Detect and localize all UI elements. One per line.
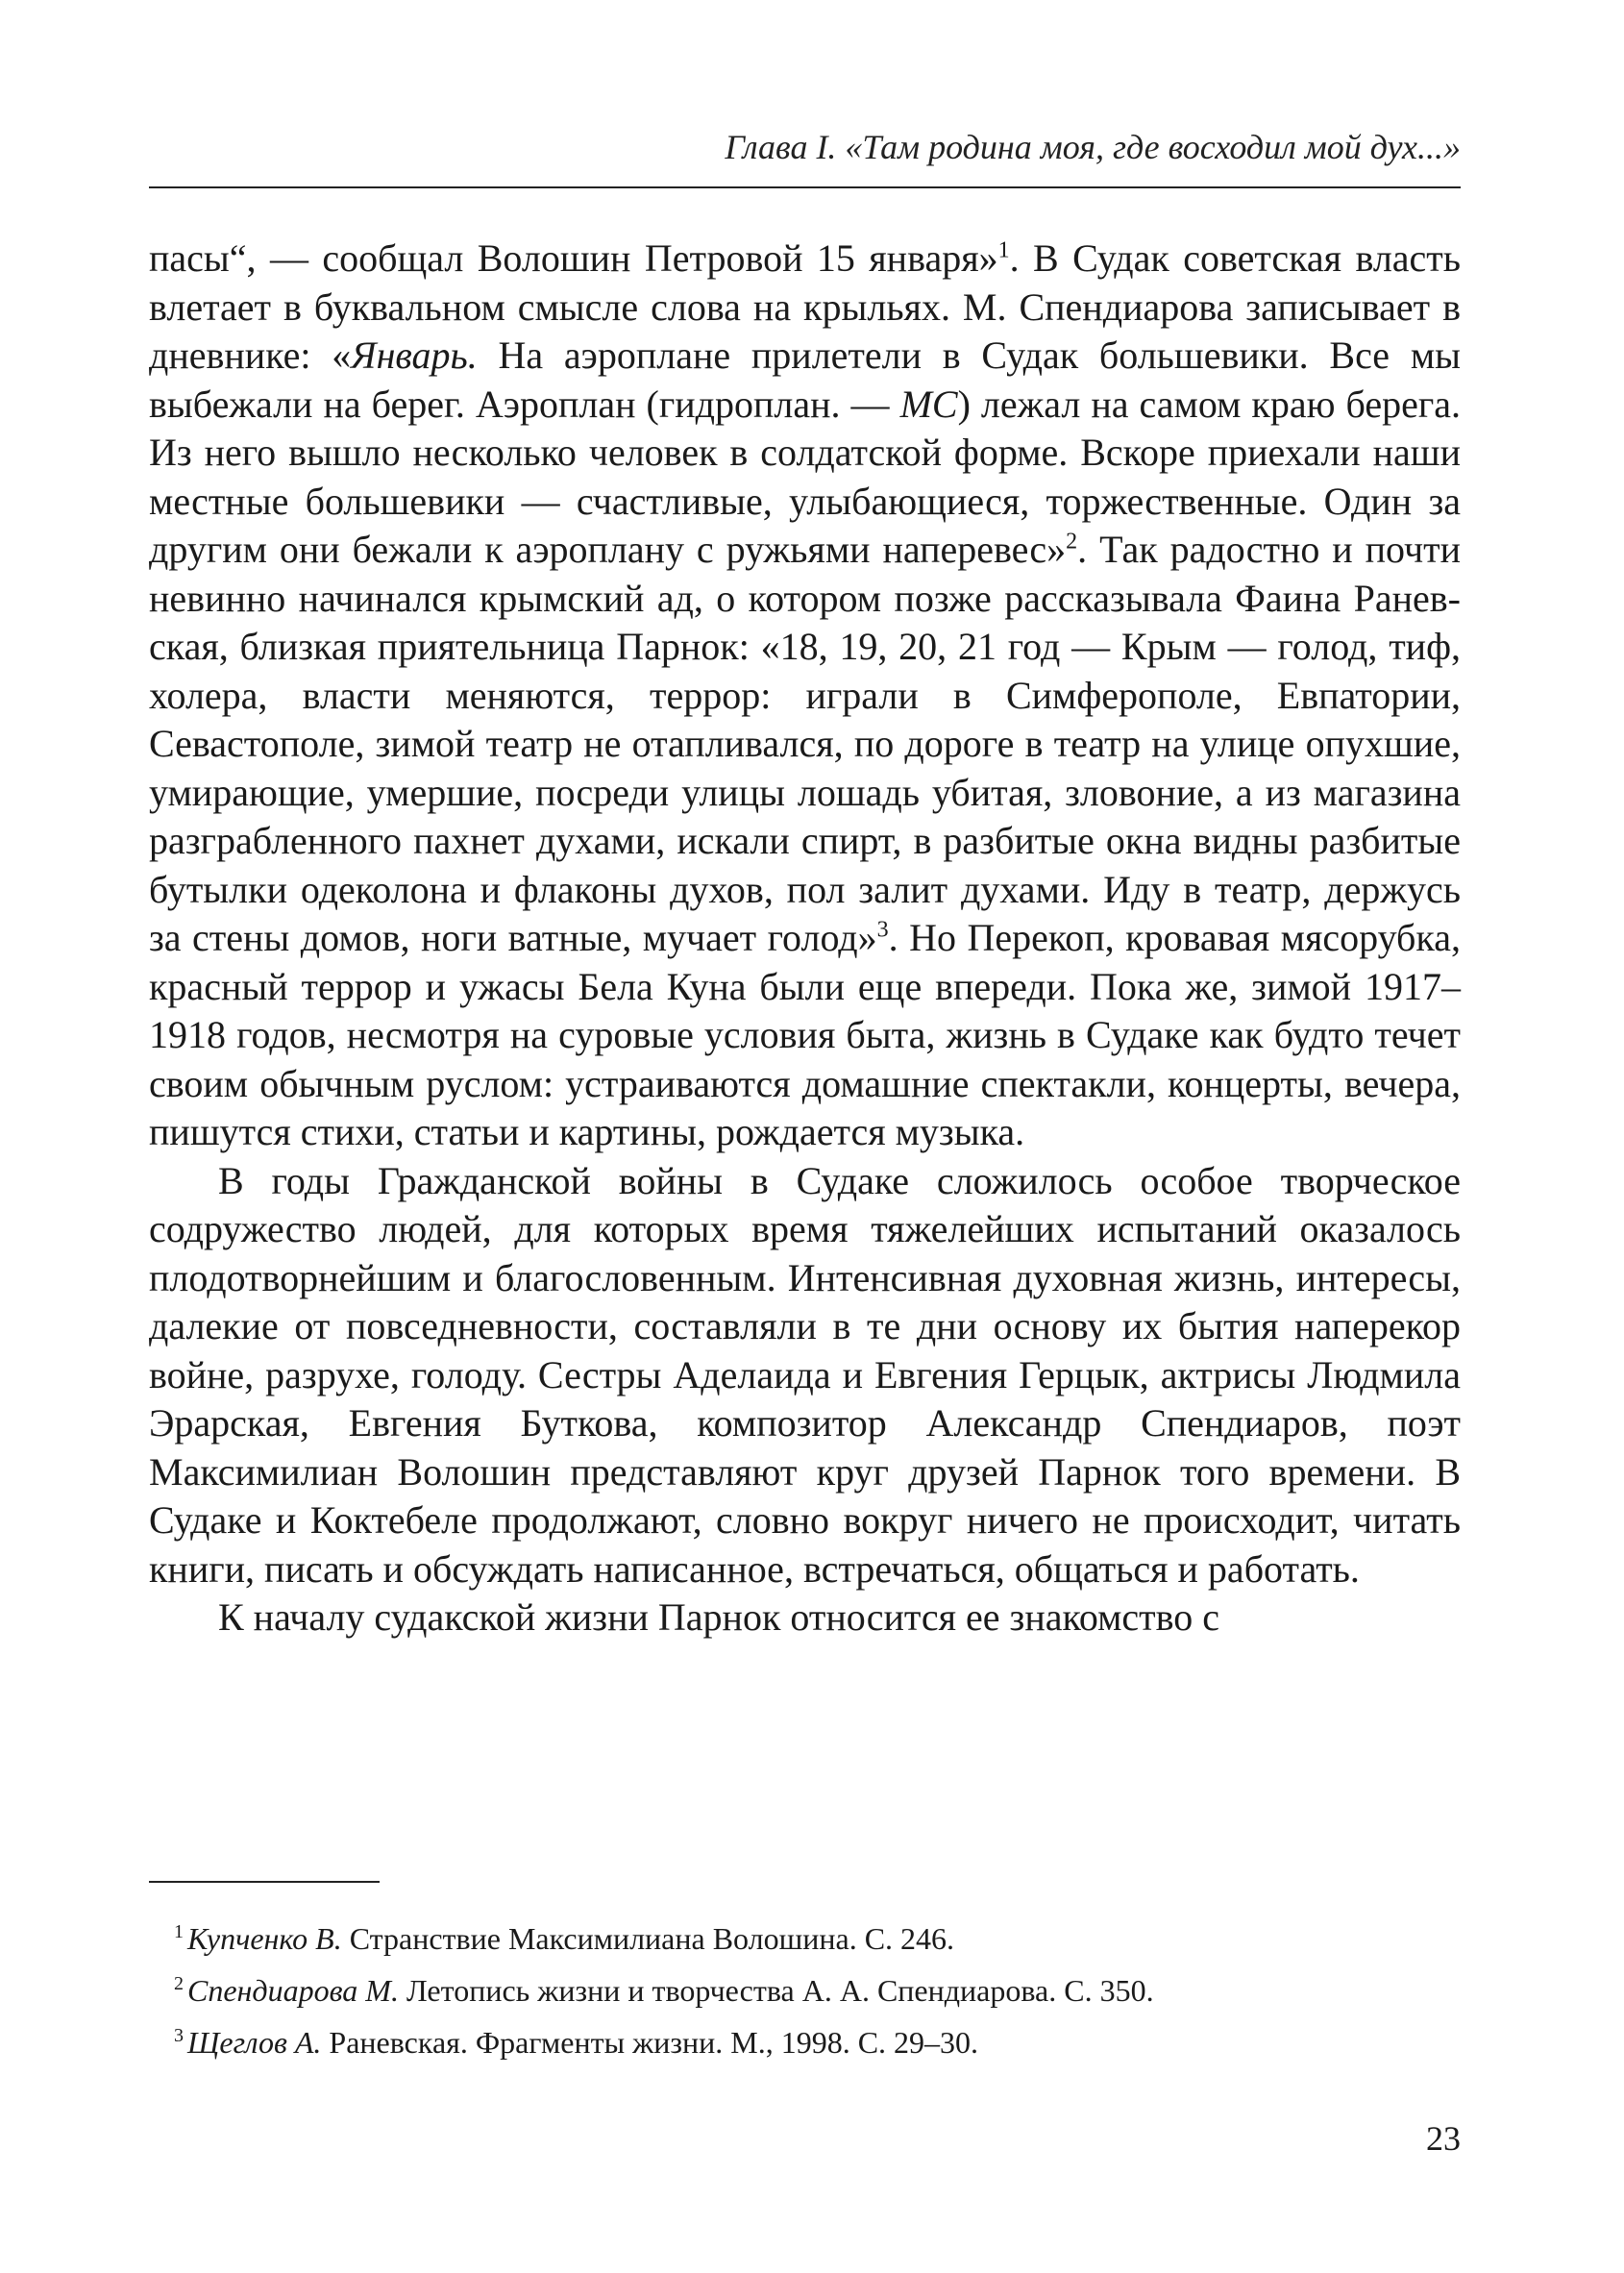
text-segment: В годы Гражданской войны в Судаке сложилось особое творческое содружество людей, для которых время тяжелейших испытаний оказалось плодотворнейшим и благословенным. Интенсивная духовная жизнь, интересы, далекие от повседневности, составляли в те дни основу их бытия наперекор войне, разрухе, голоду. Сестры Аделаида и Евгения Герцык, актрисы Людмила Эрарская, Евгения Буткова, композитор Александр Спендиаров, поэт Максимилиан Волошин представляют круг друзей Парнок того времени. В Судаке и Коктебеле продолжают, словно вокруг ничего не происходит, читать книги, писать и обсуждать написанное, встречаться, общаться и работать. xyxy=(149,1158,1461,1591)
text-segment: . Но Перекоп, кровавая мясорубка, красный террор и ужасы Бела Куна были еще впереди. Пока же, зимой 1917–1918 годов, несмотря на суровые условия быта, жизнь в Судаке как будто течет своим обычным руслом: устраиваются домашние спектакли, концерты, вечера, пишутся стихи, статьи и картины, рождается музыка. xyxy=(149,916,1461,1153)
footnote-2 xyxy=(149,1964,1461,2016)
text-segment: пасы“, — сообщал Волошин Петровой 15 января» xyxy=(149,236,998,280)
page-number: 23 xyxy=(1426,2119,1461,2158)
running-head: Глава I. «Там родина моя, где восходил мой дух...» xyxy=(725,128,1461,166)
footnote-1 xyxy=(149,1913,1461,1964)
footnote-author: Спендиарова М. xyxy=(187,1973,399,2008)
footnote-ref-3: 3 xyxy=(876,917,889,943)
footnote-author: Щеглов А. xyxy=(187,2025,322,2060)
italic-text: Январь. xyxy=(351,334,478,377)
footnote-number: 3 xyxy=(174,2025,184,2047)
text-segment: . Так радостно и почти невинно начинался крымский ад, о котором позже рассказывала Фаина Раневская, близкая приятельница Парнок: «18, 19, 20, 21 год — Крым — голод, тиф, холера, власти меняются, террор: играли в Симферополе, Евпатории, Севастополе, зимой театр не отапливался, по дороге в театр на улице опухшие, умирающие, умершие, посреди улицы лошадь убитая, зловоние, а из магазина разграбленного пахнет духами, искали спирт, в разбитые окна видны разбитые бутылки одеколона и флаконы духов, пол залит духами. Иду в театр, держусь за стены домов, ноги ватные, мучает голод» xyxy=(149,528,1461,959)
paragraph-2 xyxy=(149,1157,1461,1594)
footnote-3 xyxy=(149,2016,1461,2068)
footnote-author: Купченко В. xyxy=(187,1921,342,1956)
footnote-number: 2 xyxy=(174,1973,184,1995)
footnote-number: 1 xyxy=(174,1921,184,1943)
footnote-rule xyxy=(149,1881,380,1883)
text-segment: К началу судакской жизни Парнок относится ее знакомство с xyxy=(218,1595,1220,1639)
footnote-text: Летопись жизни и творчества А. А. Спендиарова. С. 350. xyxy=(398,1973,1154,2008)
footnote-text: Странствие Максимилиана Волошина. С. 246. xyxy=(341,1921,955,1956)
footnote-text: Раневская. Фрагменты жизни. М., 1998. С. 29–30. xyxy=(321,2025,979,2060)
text-segment: ) лежал на самом краю берега. Из него вышло несколько человек в солдатской форме. Вскоре приехали наши местные большевики — счастливые, улыбающиеся, торжественные. Один за другим они бежали к аэроплану с ружьями наперевес» xyxy=(149,382,1461,571)
italic-text: МС xyxy=(899,382,958,426)
paragraph-1 xyxy=(149,235,1461,1157)
header-rule xyxy=(149,186,1461,188)
footnote-ref-2: 2 xyxy=(1066,529,1078,555)
body-text xyxy=(149,235,1461,1643)
text-segment: . В Судак советская власть влетает в буквальном смысле слова на крыльях. М. Спендиарова записывает в дневнике: « xyxy=(149,236,1462,377)
text-segment: На аэроплане прилетели в Судак большевики. Все мы выбежали на берег. Аэроплан (гидроплан. — xyxy=(149,334,1462,426)
paragraph-3 xyxy=(149,1594,1461,1643)
footnotes xyxy=(149,1913,1461,2068)
footnote-ref-1: 1 xyxy=(997,237,1010,263)
